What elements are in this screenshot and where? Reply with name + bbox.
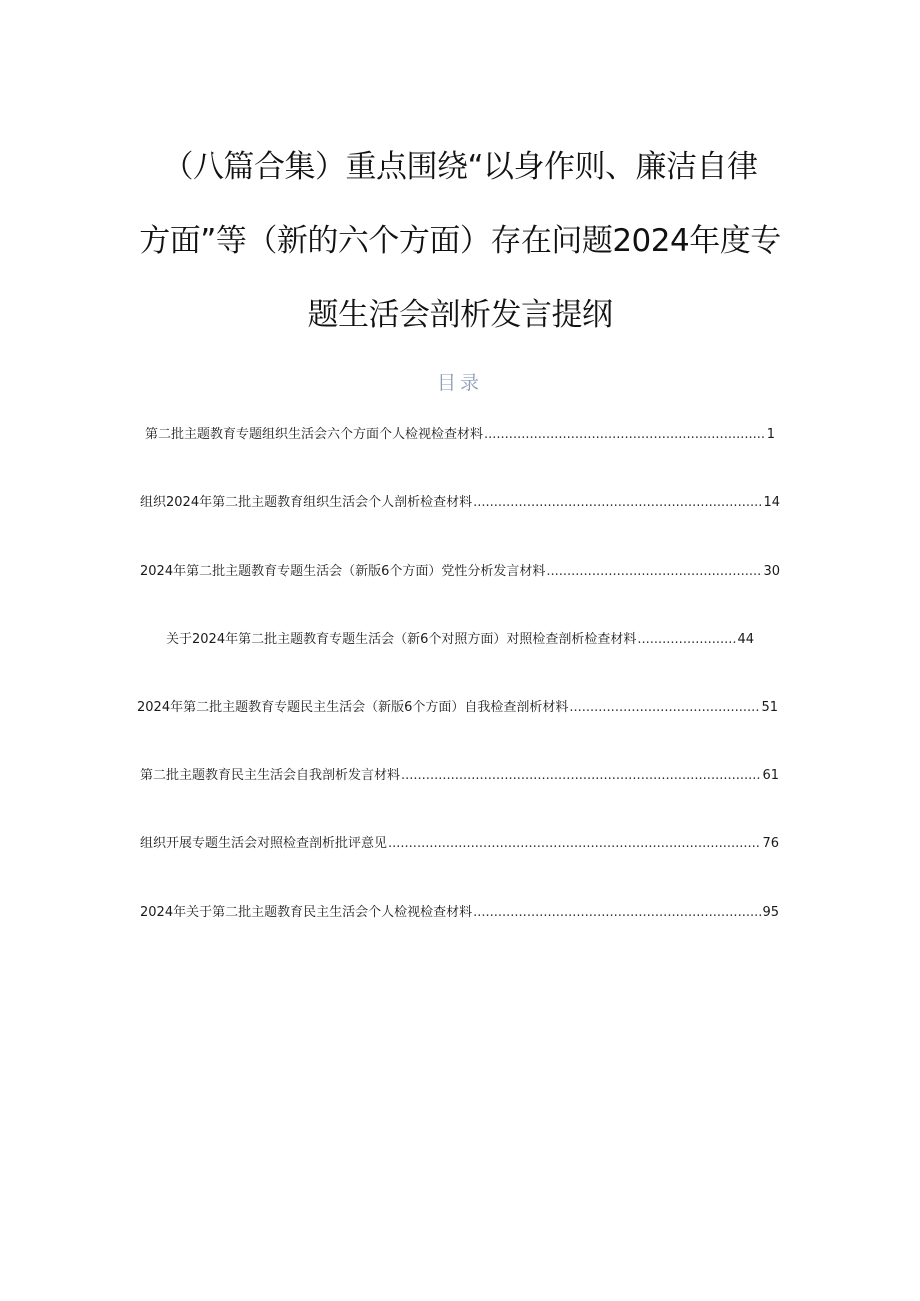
title-line-2: 方面”等（新的六个方面）存在问题2024年度专 bbox=[139, 223, 781, 259]
title-line-1: （八篇合集）重点围绕“以身作则、廉洁自律 bbox=[162, 149, 758, 185]
document-title bbox=[130, 130, 790, 352]
toc-entry-text: 第二批主题教育专题组织生活会六个方面个人检视检查材料 bbox=[145, 427, 484, 442]
toc-leader-dots bbox=[637, 630, 736, 650]
toc-entry-text: 组织开展专题生活会对照检查剖析批评意见 bbox=[140, 836, 388, 851]
toc-heading: 目录 bbox=[436, 372, 483, 394]
toc-page-number: 51 bbox=[761, 700, 778, 715]
toc-entry-5[interactable] bbox=[137, 698, 778, 718]
toc-entry-text: 2024年第二批主题教育专题民主生活会（新版6个方面）自我检查剖析材料 bbox=[137, 700, 569, 715]
toc-entry-text: 2024年第二批主题教育专题生活会（新版6个方面）党性分析发言材料 bbox=[140, 564, 546, 579]
toc-entry-1[interactable] bbox=[145, 425, 775, 445]
toc-leader-dots bbox=[546, 562, 762, 582]
toc-leader-dots bbox=[388, 834, 761, 854]
toc-entry-3[interactable] bbox=[140, 562, 780, 582]
toc-leader-dots bbox=[484, 425, 766, 445]
toc-page-number: 14 bbox=[763, 495, 780, 510]
toc-entry-2[interactable] bbox=[140, 493, 780, 513]
toc-page-number: 1 bbox=[766, 427, 775, 442]
toc-page-number: 95 bbox=[762, 905, 779, 920]
toc-page-number: 44 bbox=[737, 632, 754, 647]
title-line-3: 题生活会剖析发言提纲 bbox=[307, 297, 613, 333]
toc-entry-text: 第二批主题教育民主生活会自我剖析发言材料 bbox=[140, 768, 401, 783]
toc-entry-text: 组织2024年第二批主题教育组织生活会个人剖析检查材料 bbox=[140, 495, 473, 510]
toc-page-number: 61 bbox=[762, 768, 779, 783]
toc-entry-text: 关于2024年第二批主题教育专题生活会（新6个对照方面）对照检查剖析检查材料 bbox=[166, 632, 637, 647]
toc-page-number: 76 bbox=[762, 836, 779, 851]
toc-leader-dots bbox=[569, 698, 760, 718]
toc-entry-7[interactable] bbox=[140, 834, 779, 854]
toc-entry-4[interactable] bbox=[166, 630, 754, 650]
toc-leader-dots bbox=[473, 493, 762, 513]
toc-entry-text: 2024年关于第二批主题教育民主生活会个人检视检查材料 bbox=[140, 905, 473, 920]
toc-entry-6[interactable] bbox=[140, 766, 779, 786]
toc-leader-dots bbox=[401, 766, 761, 786]
toc-entry-8[interactable] bbox=[140, 903, 779, 923]
toc-page-number: 30 bbox=[763, 564, 780, 579]
toc-leader-dots bbox=[473, 903, 761, 923]
